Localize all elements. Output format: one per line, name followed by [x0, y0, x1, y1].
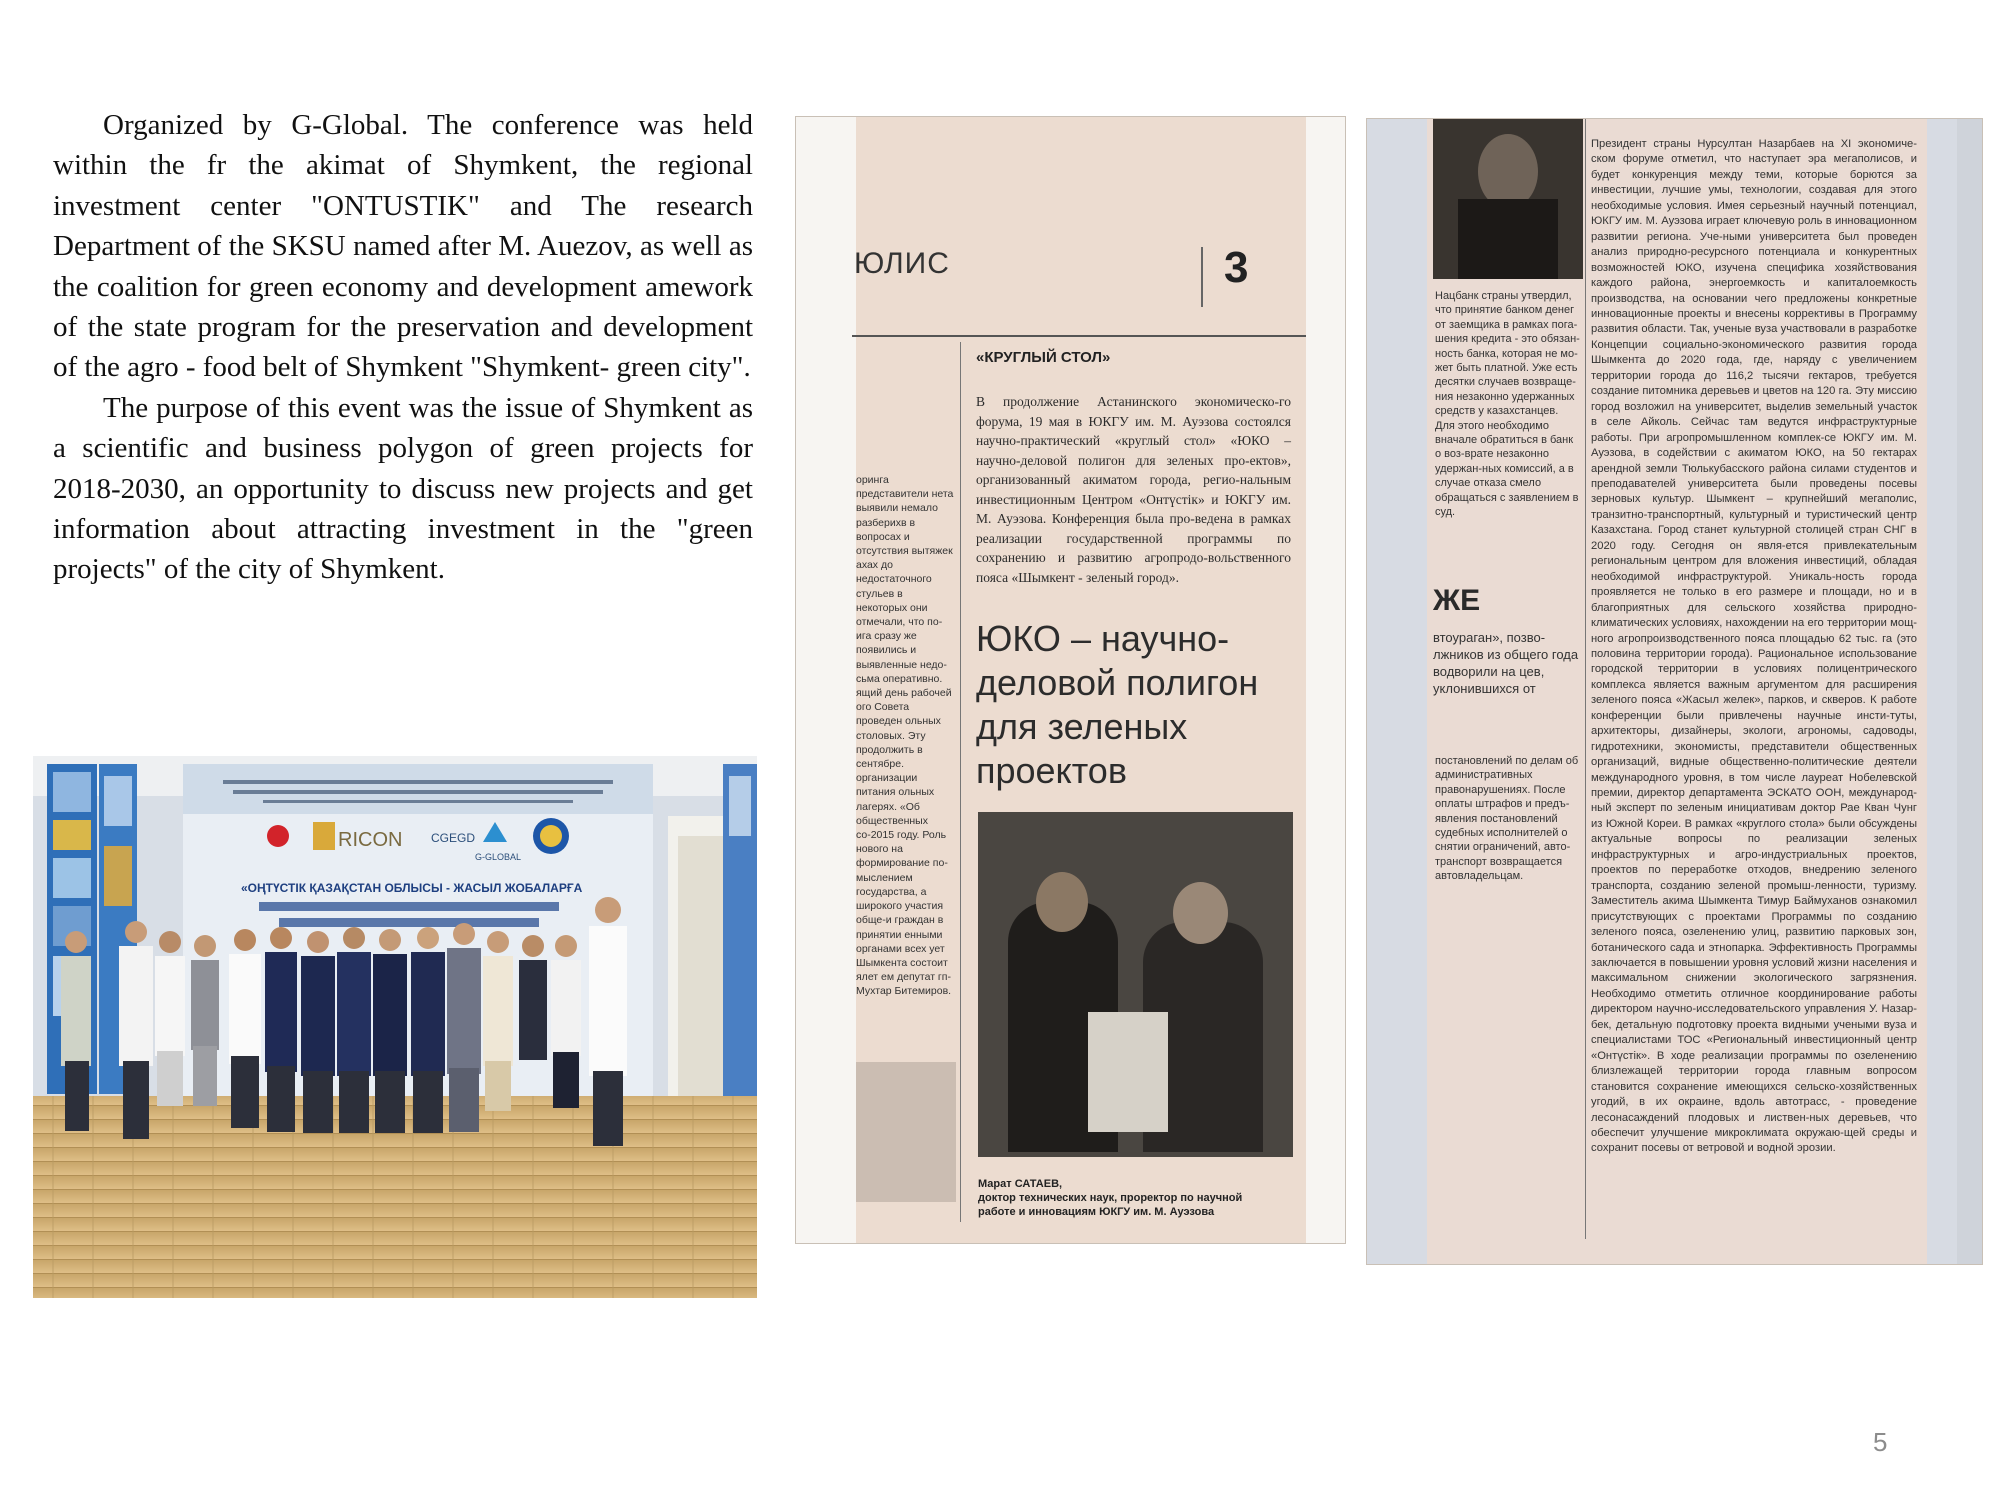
clip2-top-photo-suit — [1458, 199, 1558, 279]
page-number: 5 — [1873, 1427, 1888, 1457]
clip1-headline — [976, 617, 1258, 793]
conference-photo — [33, 756, 757, 1298]
clip1-section-label: «КРУГЛЫЙ СТОЛ» — [976, 349, 1111, 366]
clip2-edge — [1957, 119, 1982, 1264]
clip2-top-photo-face — [1478, 134, 1538, 209]
clip1-right-margin — [1305, 117, 1345, 1243]
main-text — [53, 105, 753, 590]
clip1-hr — [852, 335, 1306, 337]
clip1-headline-line-2: деловой полигон — [976, 662, 1259, 703]
newspaper-clipping-1 — [795, 116, 1346, 1244]
clip1-masthead: ЮЛИС — [854, 247, 950, 280]
clip2-right-column: Президент страны Нурсултан Назарбаев на XI экономиче-ском форуме отметил, что наступает эра мегаполисов, и будет конкуренция между теми, которые борются за инвестиции, лучшие умы, технологии, создавая для этого необходимые условия. Имея серьезный научный потенциал, ЮКГУ им. М. Ауэзова играет ключевую роль в инновационном развитии региона. Уче-ными университета был проведен анализ природно-ресурсного потенциала и конкурентных возможностей ЮКО, изучена специфика хозяйствования каждого района, энергоемкость и капиталоемкость производства, на основании чего предложены конкретные инновационные проекты и внесены коррективы в Программу развития области. Так, ученые вуза участвовали в разработке Концепции социально-экономического развития города Шымкента до 2020 года, где, наряду с увеличением территории города до 116,2 тысячи гектаров, требуется создание питомника деревьев и цветов на 120 га. Эту миссию город возложил на университет, выделив земельный участок в селе Айколь. Сейчас там ведутся инфраструктурные работы. При агропромышленном комплек-се ЮКГУ им. М. Ауэзова, в содействии с акиматом ЮКО, на 50 гектарах арендной земли Тюлькубасского района силами студентов и преподавателей университета были проведены посевы зерновых культур. Шымкент – крупнейший мегаполис, транзитно-транспортный, культурный и туристический центр Казахстана. Город станет культурной столицей стран СНГ в 2020 году. Сегодня он явля-ется привлекательным региональным центром для вложения инвестиций, обладая необходимой инфраструктурой. Уникаль-ность города проявляется не только в его размере и площади, но и в благоприятных для сельского хозяйства природно-климатических условиях, нахождении на его территории мощ-ного агропроизводственного пояса площадью 62 тыс. га (это половина территории города). Рациональное использование городской территории в условиях полицентрического комплекса является важным аргументом для расширения зеленого пояса «Жасыл желек», парков, и скверов. К работе конференции были привлечены научные инсти-туты, архитекторы, дизайнеры, экологи, агрономы, садоводы, гидротехники, экономисты, представители общественных организаций, видные общественно-политические деятели международного уровня, в том числе лауреат Нобелевской премии, директор департамента ЭСКАТО ООН, международ-ный эксперт по зеленым инициативам доктор Рае Кван Чунг из Южной Кореи. В рамках «круглого стола» были обсуждены актуальные вопросы по реализации зеленых инфраструктурных и агро-индустриальных проектов, проектов по переработке отходов, внедрению зеленого транспорта, созданию зеленой промыш-ленности, туризму. Заместитель акима Шымкента Тимур Баймуханов ознакомил присутствующих с проектами Программы по созданию зеленого пояса, озеленению улиц, развитию парковых зон, ботанического сада и этнопарка. Эффективность Программы заключается в повышении уровня условий жизни населения и максимальном снижении экологического загрязнения. Необходимо отметить отличное координирование работы директором научно-исследовательского управления У. Назар-бек, детальную подготовку проекта видными учеными вуза и специалистами ТОС «Региональный инвестиционный центр «Онтүстік». В ходе реализации программы по озеленению близлежащей территории города главным вопросом становится сохранение имеющихся сельско-хозяйственных угодий, в их окраине, вдоль автотрасс, - проведение лесонасаждений плодовых и листвен-ных деревьев, что обеспечит улучшение микроклимата окружаю-щей среды и сохранит посевы от ветровой и водной эрозии. — [1591, 138, 1917, 1155]
clip1-lead: В продолжение Астанинского экономическо-го форума, 19 мая в ЮКГУ им. М. Ауэзова состоялся научно-практический «круглый стол» «ЮКО – научно-деловой полигон для зеленых про-ектов», организованный акиматом города, регио-нальным инвестиционным Центром «Онтүстік» и ЮКГУ им. М. Ауэзова. Конференция была про-ведена в рамках реализации государственной программы по сохранению и развитию агропродо-вольственного пояса «Шымкент - зеленый город». — [976, 394, 1291, 585]
clip1-lower-left-image — [856, 1062, 956, 1202]
clip2-top-photo — [1433, 119, 1583, 279]
clip1-photo-face-right — [1173, 882, 1228, 944]
clip1-headline-line-1: ЮКО – научно- — [976, 618, 1230, 659]
clip1-photo-certificate — [1088, 1012, 1168, 1132]
paragraph-purpose: The purpose of this event was the issue of Shymkent as a scientific and business polygon of green projects for 2018-2030, an opportunity to discuss new projects and get information about attracting investment in the "green projects" of the city of Shymkent. — [53, 391, 753, 586]
clip2-left-column: Нацбанк страны утвердил, что принятие банком денег от заемщика в рамках пога-шения кредита - это обязан-ность банка, которая не мо-жет быть платной. Уже есть десятки случаев возвраще-ния незаконно удержанных средств у казахстанцев. Для этого необходимо вначале обратиться в банк о воз-врате незаконно удержан-ных комиссий, а в случае отказа смело обращаться с заявлением в суд. — [1435, 290, 1580, 519]
clip1-caption-line-2: доктор технических наук, проректор по научной — [978, 1192, 1243, 1204]
clip1-photo-face-left — [1036, 872, 1088, 932]
newspaper-clipping-2 — [1366, 118, 1983, 1265]
clip2-column-rule — [1585, 119, 1586, 1239]
clip1-rule — [1201, 247, 1203, 307]
clip2-mid-column: втоураган», позво-лжников из общего года водворили на цев, уклонившихся от — [1433, 630, 1579, 696]
clip1-headline-line-4: проектов — [976, 750, 1127, 791]
clip1-caption — [978, 1177, 1293, 1219]
banner-line: «ОҢТҮСТІК ҚАЗАҚСТАН ОБЛЫСЫ - ЖАСЫЛ ЖОБАЛАРҒА — [241, 881, 583, 895]
clip1-column-rule — [960, 342, 961, 1222]
clip1-page-number: 3 — [1224, 243, 1249, 292]
logo-cgegd-text: CGEGD — [431, 831, 476, 845]
clip1-caption-line-1: Марат САТАЕВ, — [978, 1178, 1063, 1190]
paragraph-organized: Organized by G-Global. The conference was held within the fr the akimat of Shymkent, the regional investment center "ONTUSTIK" and The research Department of the SKSU named after M. Auezov, as well as the coalition for green economy and development amework of the state program for the preservation and development of the agro - food belt of Shymkent "Shymkent- green city". — [53, 109, 753, 384]
clip1-photo — [978, 812, 1293, 1157]
clip1-left-column: оринга представители нета выявили немало разберихв в вопросах и отсутствия вытяжек ахах до недостаточного стульев в некоторых они отмечали, что по-ига сразу же появились и выявленные недо-сьма оперативно. ящий день рабочей ого Совета проведен ольных столовых. Эту продолжить в сентябре. организации питания ольных лагерях. «Об общественных со-2015 году. Роль нового на формирование по-мыслением государства, а широкого участия обще-и граждан в принятии енными органами всех ует Шымкента состоит ялет ем депутат гп-Мухтар Битемиров. — [856, 474, 954, 998]
clip1-headline-line-3: для зеленых — [976, 706, 1188, 747]
logo-g-global-text: G-GLOBAL — [475, 852, 522, 862]
clip1-caption-line-3: работе и инновациям ЮКГУ им. М. Ауэзова — [978, 1206, 1215, 1218]
logo-ricon-text: RICON — [338, 829, 403, 851]
conference-photo-drawing — [33, 756, 757, 1298]
clip1-left-margin — [796, 117, 856, 1243]
clip2-big-letters: ЖЕ — [1433, 584, 1481, 617]
clip2-low-column: постановлений по делам об административных правонарушениях. После оплаты штрафов и предъ-явления постановлений судебных исполнителей о снятии ограничений, авто-транспорт возвращается автовладельцам. — [1435, 755, 1579, 883]
